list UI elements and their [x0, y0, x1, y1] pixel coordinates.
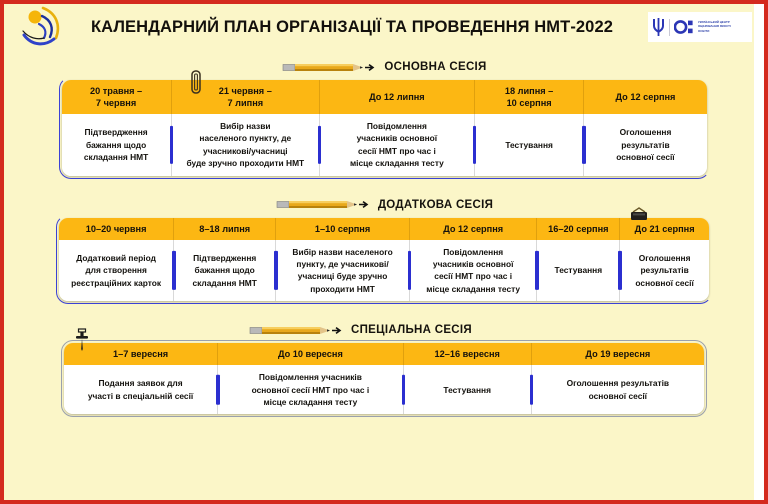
task-line: основної сесії: [635, 277, 694, 288]
task-cell: [620, 240, 709, 302]
logo-divider: [669, 19, 670, 36]
task-line: Оголошення: [638, 252, 691, 263]
date-cell: [174, 218, 276, 240]
logo-line-1: УКРАЇНСЬКИЙ ЦЕНТР: [698, 20, 730, 24]
date-cell: [319, 80, 474, 114]
task-line: Тестування: [443, 384, 491, 395]
task-line: Тестування: [505, 139, 553, 150]
table-row: [64, 365, 704, 414]
task-line: пункту, де учасникові/: [296, 259, 389, 270]
task-cell: [531, 365, 704, 414]
task-line: місце складання тесту: [349, 158, 444, 169]
section-header-dodatkova: [4, 192, 764, 218]
date-line: 20 травня –: [89, 86, 143, 96]
task-cell: [474, 114, 584, 176]
date-cell: [584, 80, 707, 114]
task-line: складання НМТ: [192, 277, 257, 288]
task-line: складання НМТ: [83, 152, 149, 163]
task-line: для створення: [85, 265, 147, 276]
date-line: До 10 вересня: [277, 349, 343, 360]
date-line: 18 липня –: [504, 86, 554, 96]
ukrainian-trident-icon: [652, 17, 665, 37]
date-line: 7 червня: [95, 98, 137, 108]
binder-clip-icon: [629, 207, 649, 223]
section-dodatkova: [4, 192, 764, 302]
task-line: Оголошення: [619, 127, 672, 138]
task-cell: [276, 240, 410, 302]
section-osnovna: [4, 54, 764, 176]
date-line: До 19 вересня: [585, 349, 651, 360]
task-cell: [584, 114, 707, 176]
task-cell: [59, 240, 174, 302]
task-line: участі в спеціальній сесії: [87, 390, 194, 401]
page-title: КАЛЕНДАРНИЙ ПЛАН ОРГАНІЗАЦІЇ ТА ПРОВЕДЕННЯ НМТ-2022: [90, 17, 614, 36]
date-cell: [403, 343, 531, 365]
task-cell: [64, 365, 218, 414]
task-line: Підтвердження: [193, 252, 257, 263]
task-line: реєстраційних карток: [71, 277, 162, 288]
task-line: учасникові/учасниці: [203, 145, 288, 156]
task-line: сесії НМТ про час і: [357, 145, 436, 156]
task-line: Додатковий період: [76, 252, 156, 263]
task-line: основної сесії: [616, 152, 675, 163]
task-line: Вибір назви населеного: [292, 246, 393, 257]
section-title-osnovna: ОСНОВНА СЕСІЯ: [384, 61, 487, 73]
task-line: Повідомлення учасників: [258, 372, 362, 383]
task-cell: [537, 240, 620, 302]
task-line: місце складання тесту: [263, 397, 358, 408]
task-line: результатів: [621, 139, 670, 150]
date-cell: [531, 343, 704, 365]
table-header-row: [59, 218, 709, 240]
section-title-dodatkova: ДОДАТКОВА СЕСІЯ: [377, 198, 494, 211]
task-line: основної сесії: [588, 390, 648, 401]
task-line: сесії НМТ про час і: [434, 271, 513, 282]
task-line: буде зручно проходити НМТ: [186, 158, 305, 169]
task-line: основної сесії НМТ про час і: [251, 384, 370, 395]
date-line: 10–20 червня: [85, 223, 147, 234]
date-line: 21 червня –: [218, 86, 272, 96]
task-line: Повідомлення: [443, 246, 504, 257]
task-cell: [409, 240, 536, 302]
task-line: бажання щодо: [85, 139, 147, 150]
task-line: учасників основної: [356, 133, 438, 144]
task-line: Подання заявок для: [98, 378, 183, 389]
date-line: 12–16 вересня: [434, 349, 500, 360]
section-title-specialna: СПЕЦІАЛЬНА СЕСІЯ: [351, 324, 472, 337]
date-cell: [474, 80, 584, 114]
table-row: [59, 240, 709, 302]
page-header: [4, 4, 764, 50]
table-osnovna: [62, 80, 707, 176]
section-header-specialna: [4, 317, 764, 343]
task-line: результатів: [640, 265, 689, 276]
logo-line-3: ОСВІТИ: [698, 28, 710, 33]
date-cell: [537, 218, 620, 240]
date-cell: [59, 218, 174, 240]
date-cell: [409, 218, 536, 240]
task-line: Оголошення результатів: [566, 378, 670, 389]
date-line: До 12 липня: [369, 92, 425, 102]
table-row: [62, 114, 707, 176]
pencil-icon: [248, 324, 344, 337]
pencil-icon: [275, 198, 371, 211]
task-line: Повідомлення: [366, 121, 427, 131]
task-line: учасників основної: [432, 259, 514, 270]
table-dodatkova-wrapper: [59, 218, 709, 302]
task-line: Підтвердження: [84, 127, 148, 138]
task-line: місце складання тесту: [426, 283, 521, 294]
date-cell: [276, 218, 410, 240]
task-line: проходити НМТ: [310, 283, 375, 294]
sun-swoosh-logo: [18, 5, 70, 49]
task-line: Тестування: [554, 265, 603, 276]
task-cell: [218, 365, 404, 414]
date-line: 7 липня: [227, 98, 264, 108]
date-line: До 12 серпня: [443, 223, 504, 234]
paperclip-icon: [188, 70, 204, 96]
infographic-page: [4, 4, 764, 500]
task-cell: [171, 114, 319, 176]
organization-logo: [648, 12, 752, 42]
date-line: 1–10 серпня: [314, 223, 371, 234]
date-cell: [62, 80, 172, 114]
table-specialna-wrapper: [64, 343, 704, 414]
logo-line-2: ОЦІНЮВАННЯ ЯКОСТІ: [698, 24, 731, 29]
ukrainian-testing-center-mark: [674, 18, 694, 36]
table-osnovna-wrapper: [62, 80, 707, 176]
push-pin-icon: [74, 328, 90, 352]
task-cell: [319, 114, 474, 176]
date-line: 8–18 липня: [199, 223, 251, 234]
table-header-row: [64, 343, 704, 365]
date-line: До 21 серпня: [634, 223, 695, 234]
section-header-osnovna: [4, 54, 764, 80]
task-line: Вибір назви: [220, 121, 271, 131]
table-header-row: [62, 80, 707, 114]
table-specialna: [64, 343, 704, 414]
date-line: 10 серпня: [506, 98, 552, 108]
date-line: 16–20 серпня: [548, 223, 609, 234]
date-line: До 12 серпня: [615, 92, 676, 102]
task-cell: [403, 365, 531, 414]
task-cell: [174, 240, 276, 302]
task-line: бажання щодо: [194, 265, 255, 276]
table-dodatkova: [59, 218, 709, 302]
date-cell: [218, 343, 404, 365]
organization-logo-text: [698, 21, 731, 33]
task-line: учасниці буде зручно: [297, 271, 388, 282]
section-specialna: [4, 317, 764, 414]
task-line: населеного пункту, де: [199, 133, 292, 144]
task-cell: [62, 114, 172, 176]
pencil-icon: [281, 61, 377, 74]
date-line: 1–7 вересня: [112, 349, 169, 360]
